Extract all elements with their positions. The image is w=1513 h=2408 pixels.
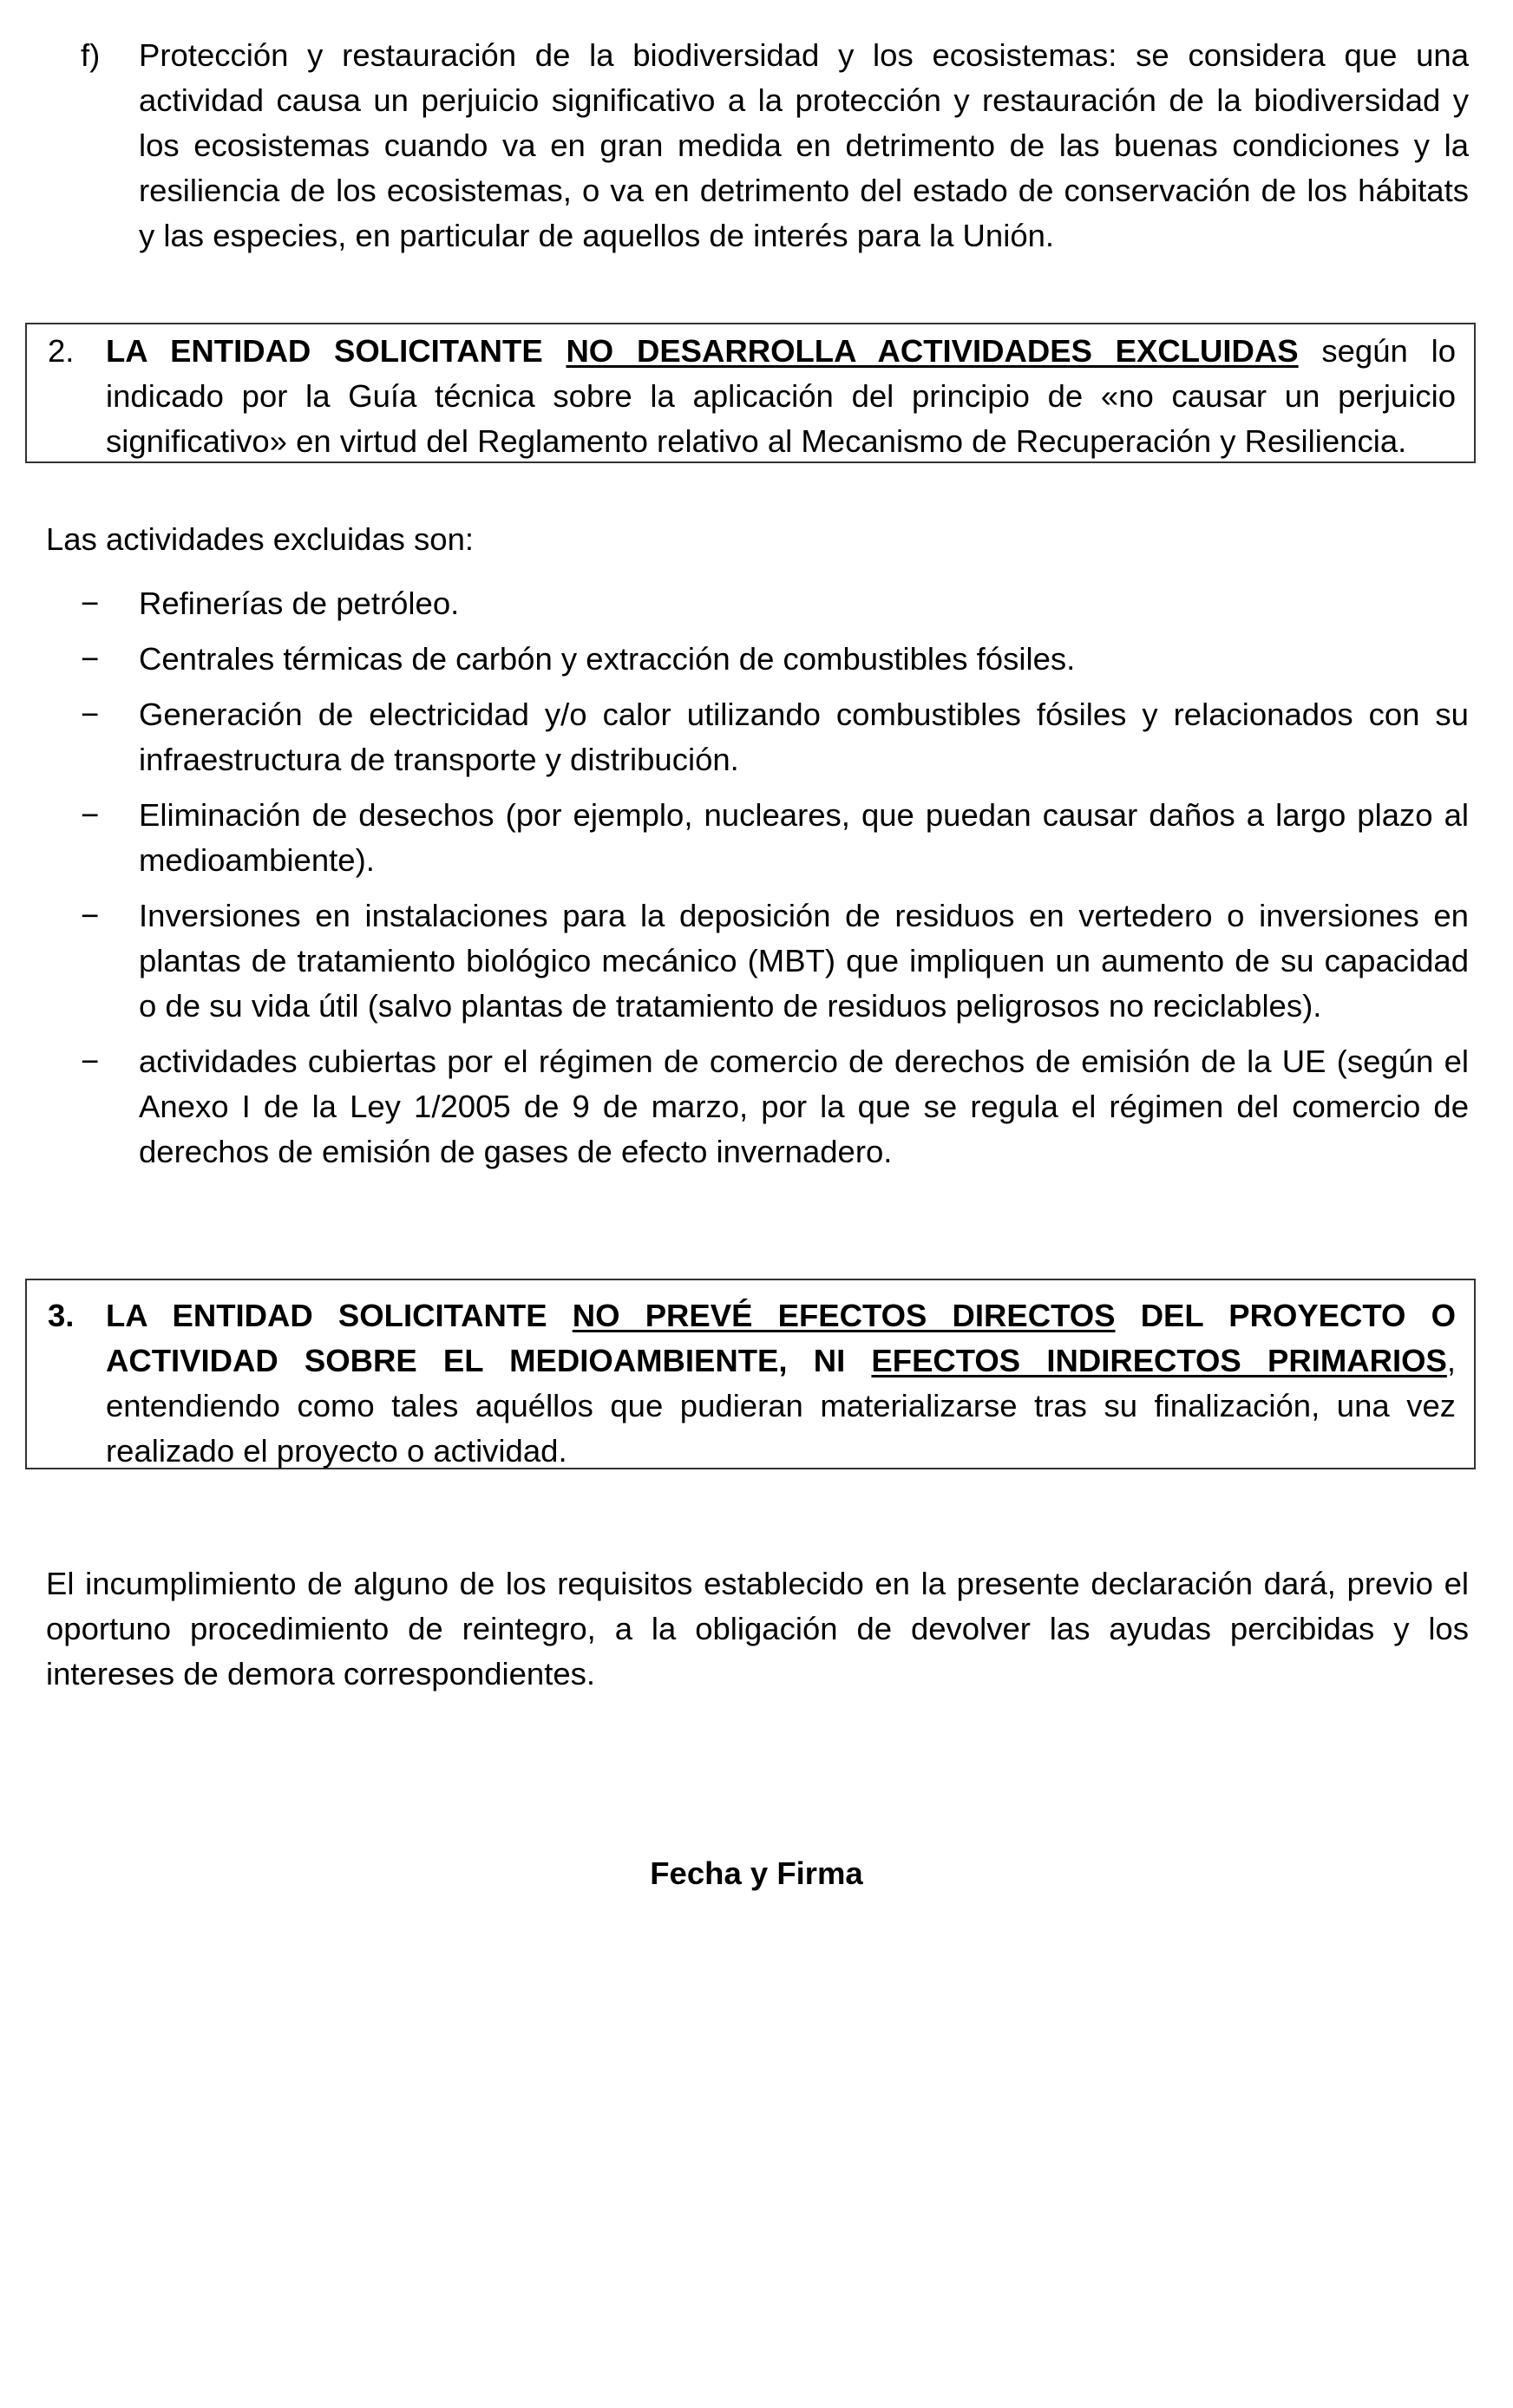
section-2-bold-lead: LA ENTIDAD SOLICITANTE xyxy=(106,333,567,369)
section-2-bold-underlined: NO DESARROLLA ACTIVIDADES EXCLUIDAS xyxy=(566,333,1299,369)
closing-paragraph: El incumplimiento de alguno de los requisitos establecido en la presente declaración dará, previo el oportuno procedimiento de reintegro, a la obligación de devolver las ayudas percibidas y los intereses de demora correspondientes. xyxy=(46,1566,1469,1691)
list-dash: − xyxy=(81,797,100,833)
item-f-text: Protección y restauración de la biodiversidad y los ecosistemas: se considera que una actividad causa un perjuicio significativo a la protección y restauración de la biodiversidad y los ecosistemas cuando va en gran medida en detrimento de las buenas condiciones y la resiliencia de los ecosistemas, o va en detrimento del estado de conservación de los hábitats y las especies, en particular de aquellos de interés para la Unión. xyxy=(139,37,1469,253)
section-3-text xyxy=(106,1293,1456,1474)
list-item-text: Generación de electricidad y/o calor utilizando combustibles fósiles y relacionados con su infraestructura de transporte y distribución. xyxy=(139,697,1469,777)
list-item xyxy=(81,581,1469,626)
list-item xyxy=(81,692,1469,782)
list-item-text: Eliminación de desechos (por ejemplo, nucleares, que puedan causar daños a largo plazo al medioambiente). xyxy=(139,797,1469,878)
list-item-text: Centrales térmicas de carbón y extracción de combustibles fósiles. xyxy=(139,641,1076,677)
list-item-text: Refinerías de petróleo. xyxy=(139,586,460,621)
section-3-rest: , entendiendo como tales aquéllos que pudieran materializarse tras su finalización, una vez realizado el proyecto o actividad. xyxy=(106,1343,1456,1469)
list-item xyxy=(81,793,1469,883)
list-dash: − xyxy=(81,898,100,933)
section-2-number: 2. xyxy=(48,333,75,369)
list-item-text: actividades cubiertas por el régimen de comercio de derechos de emisión de la UE (según el Anexo I de la Ley 1/2005 de 9 de marzo, por la que se regula el régimen del comercio de derechos de emisión de gases de efecto invernadero. xyxy=(139,1044,1469,1169)
list-dash: − xyxy=(81,641,100,677)
item-f-marker: f) xyxy=(81,37,101,73)
list-dash: − xyxy=(81,697,100,732)
section-3-bold-lead: LA ENTIDAD SOLICITANTE xyxy=(106,1298,573,1333)
section-3-number: 3. xyxy=(48,1298,75,1333)
excluded-list xyxy=(81,581,1469,1185)
section-3-bold-underlined-2: EFECTOS INDIRECTOS PRIMARIOS xyxy=(871,1343,1447,1378)
list-item xyxy=(81,637,1469,682)
section-3-bold-mid: DEL PROYECTO O ACTIVIDAD SOBRE EL MEDIOAMBIENTE, NI xyxy=(106,1298,1457,1378)
signature-label: Fecha y Firma xyxy=(650,1855,863,1891)
list-dash: − xyxy=(81,1044,100,1079)
list-item xyxy=(81,893,1469,1029)
section-2-text xyxy=(106,329,1456,464)
excluded-intro: Las actividades excluidas son: xyxy=(46,521,475,557)
section-3-box xyxy=(25,1279,1476,1469)
section-2-rest: según lo indicado por la Guía técnica sobre la aplicación del principio de «no causar un perjuicio significativo» en virtud del Reglamento relativo al Mecanismo de Recuperación y Resiliencia. xyxy=(106,333,1457,459)
list-item-text: Inversiones en instalaciones para la deposición de residuos en vertedero o inversiones en plantas de tratamiento biológico mecánico (MBT) que impliquen un aumento de su capacidad o de su vida útil (salvo plantas de tratamiento de residuos peligrosos no reciclables). xyxy=(139,898,1469,1024)
section-3-bold-underlined-1: NO PREVÉ EFECTOS DIRECTOS xyxy=(572,1298,1116,1333)
list-item xyxy=(81,1039,1469,1175)
section-2-box xyxy=(25,323,1476,463)
item-f xyxy=(81,33,1469,258)
list-dash: − xyxy=(81,586,100,621)
